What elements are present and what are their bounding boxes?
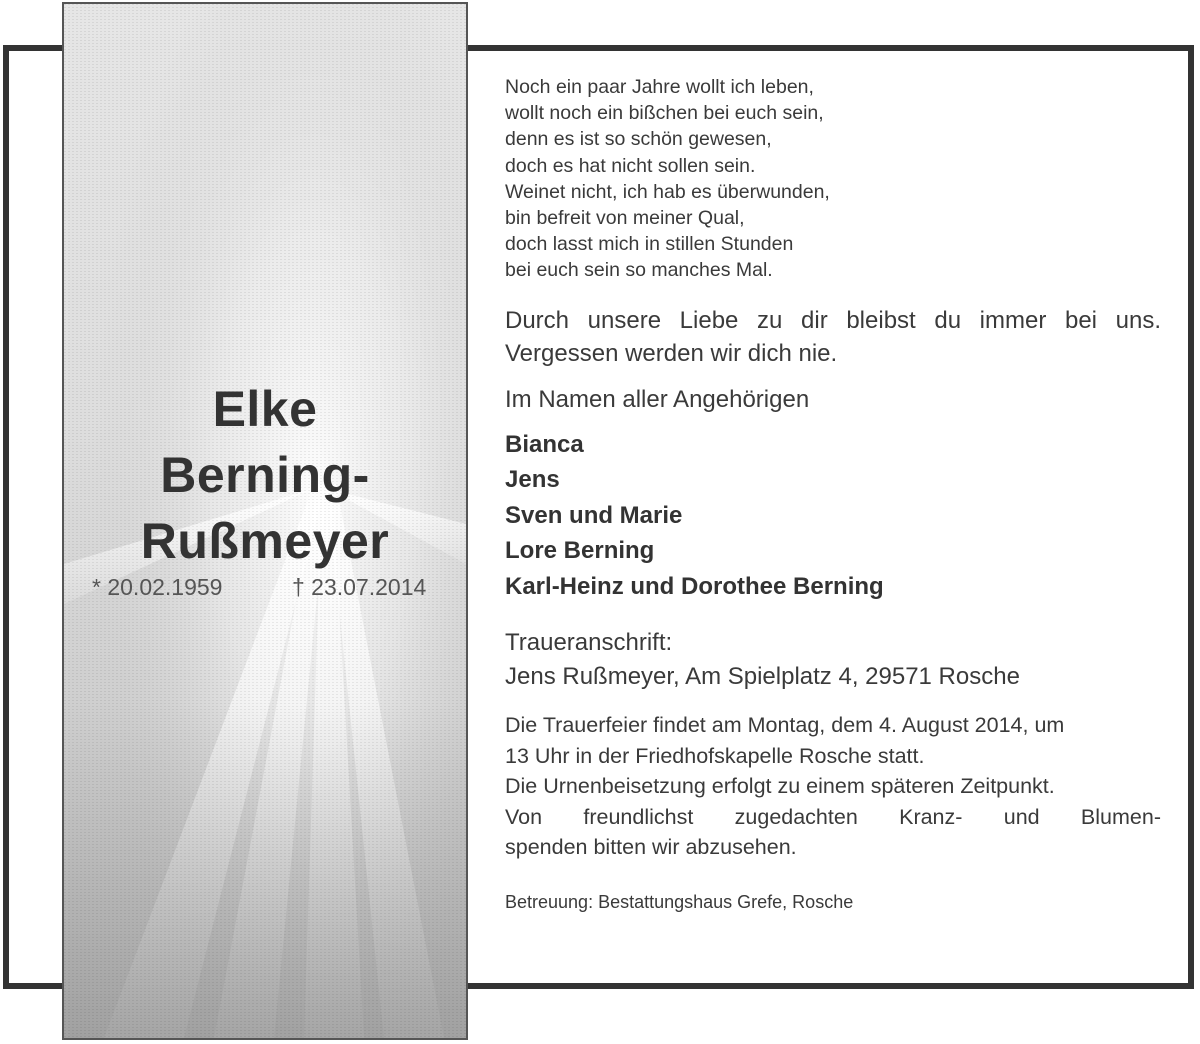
obituary-text xyxy=(505,74,1161,914)
poem-line: denn es ist so schön gewesen, xyxy=(505,128,772,151)
family-member: Jens xyxy=(505,466,560,494)
family-member: Lore Berning xyxy=(505,537,655,565)
ceremony-line: spenden bitten wir abzusehen. xyxy=(505,835,797,860)
surname-part-2: Rußmeyer xyxy=(140,513,390,569)
motto xyxy=(505,304,1161,370)
poem-line: bin befreit von meiner Qual, xyxy=(505,207,745,230)
poem-line: bei euch sein so manches Mal. xyxy=(505,259,773,282)
surname-part-1: Berning- xyxy=(160,447,370,503)
poem-line: Weinet nicht, ich hab es überwunden, xyxy=(505,180,830,203)
deceased-name xyxy=(64,376,466,574)
ceremony-info xyxy=(505,710,1161,863)
address-label: Traueranschrift: xyxy=(505,629,673,657)
birth-date: * 20.02.1959 xyxy=(92,574,223,600)
ceremony-line: Die Urnenbeisetzung erfolgt zu einem späteren Zeitpunkt. xyxy=(505,774,1055,799)
memorial-photo-panel xyxy=(62,2,468,1040)
family-member: Sven und Marie xyxy=(505,501,683,529)
family-member: Bianca xyxy=(505,430,584,458)
on-behalf-heading: Im Namen aller Angehörigen xyxy=(505,385,810,413)
address-line: Jens Rußmeyer, Am Spielplatz 4, 29571 Rosche xyxy=(505,663,1020,691)
family-member: Karl-Heinz und Dorothee Berning xyxy=(505,572,884,600)
poem-line: wollt noch ein bißchen bei euch sein, xyxy=(505,102,824,125)
poem-line: Noch ein paar Jahre wollt ich leben, xyxy=(505,76,814,98)
mourning-address xyxy=(505,626,1161,694)
poem xyxy=(505,74,1161,284)
death-date: † 23.07.2014 xyxy=(292,574,427,600)
ceremony-line: 13 Uhr in der Friedhofskapelle Rosche statt. xyxy=(505,743,925,768)
poem-line: doch lasst mich in stillen Stunden xyxy=(505,233,794,256)
poem-line: doch es hat nicht sollen sein. xyxy=(505,154,756,177)
funeral-home-credit: Betreuung: Bestattungshaus Grefe, Rosche xyxy=(505,891,854,912)
motto-line: Durch unsere Liebe zu dir bleibst du immer bei uns. xyxy=(505,306,1161,334)
family-list xyxy=(505,427,1161,605)
ceremony-line: Die Trauerfeier findet am Montag, dem 4. August 2014, um xyxy=(505,713,1065,738)
motto-line: Vergessen werden wir dich nie. xyxy=(505,339,838,367)
first-name: Elke xyxy=(212,381,318,437)
ceremony-line: Von freundlichst zugedachten Kranz- und Blumen- xyxy=(505,804,1161,829)
